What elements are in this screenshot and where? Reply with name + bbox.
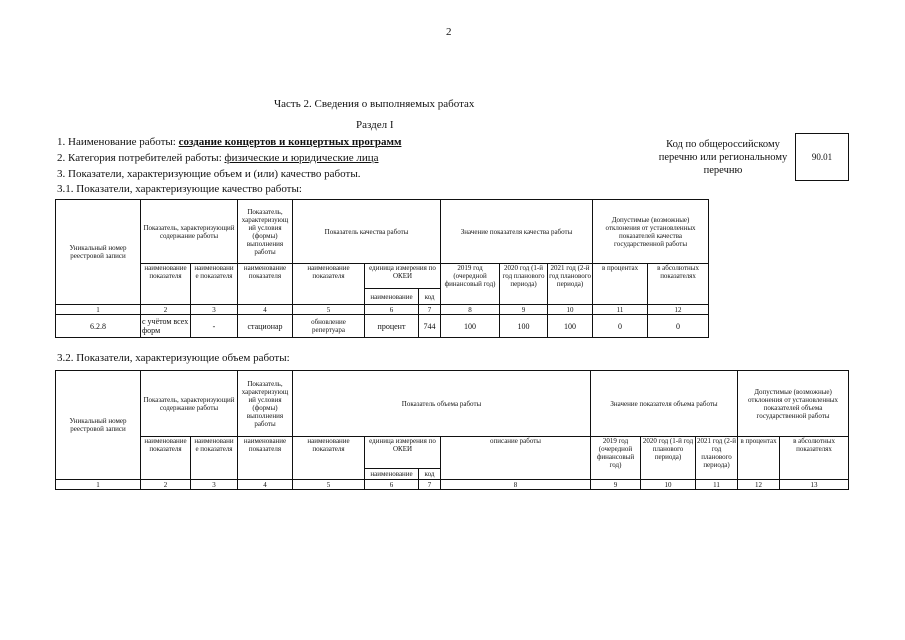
column-numbers-row	[56, 305, 709, 315]
work-name-label: 1. Наименование работы:	[57, 136, 179, 148]
header-name-1: наименование показателя	[141, 264, 191, 305]
header-value: Значение показателя объема работы	[591, 371, 738, 437]
header-content: Показатель, характеризующий содержание работы	[141, 200, 238, 264]
col-number: 6	[365, 305, 419, 315]
header-deviation: Допустимые (возможные) отклонения от установленных показателей объема государственной работы	[738, 371, 849, 437]
col-number: 1	[56, 480, 141, 490]
col-number: 8	[441, 305, 500, 315]
header-absolute: в абсолютных показателях	[648, 264, 709, 305]
header-name-3: наименование показателя	[238, 437, 293, 480]
header-year-2019: 2019 год (очередной финансовый год)	[591, 437, 641, 480]
consumer-value: физические и юридические лица	[224, 152, 379, 164]
col-number: 4	[238, 305, 293, 315]
cell-unit-code: 744	[419, 315, 441, 338]
header-condition: Показатель, характеризующ ий условия (формы) выполнения работы	[238, 200, 293, 264]
col-number: 7	[419, 480, 441, 490]
col-number: 11	[696, 480, 738, 490]
header-condition: Показатель, характеризующ ий условия (формы) выполнения работы	[238, 371, 293, 437]
col-number: 9	[591, 480, 641, 490]
header-unit-code: код	[419, 469, 441, 480]
code-label: Код по общероссийскому перечню или региональному перечню	[658, 139, 788, 176]
col-number: 8	[441, 480, 591, 490]
header-percent: в процентах	[593, 264, 648, 305]
col-number: 6	[365, 480, 419, 490]
section-title: Раздел I	[356, 119, 394, 131]
col-number: 3	[191, 480, 238, 490]
header-name-1: наименование показателя	[141, 437, 191, 480]
page-number: 2	[446, 26, 452, 38]
header-unit-name: наименование	[365, 469, 419, 480]
col-number: 7	[419, 305, 441, 315]
header-unique-number: Уникальный номер реестровой записи	[56, 200, 141, 305]
header-name-4: наименование показателя	[293, 264, 365, 305]
col-number: 11	[593, 305, 648, 315]
col-number: 10	[548, 305, 593, 315]
cell-unique-number: 6.2.8	[56, 315, 141, 338]
header-year-2021: 2021 год (2-й год планового периода)	[548, 264, 593, 305]
header-unique-number: Уникальный номер реестровой записи	[56, 371, 141, 480]
indicators-line: 3. Показатели, характеризующие объем и (или) качество работы.	[57, 168, 361, 180]
col-number: 9	[500, 305, 548, 315]
volume-section-title: 3.2. Показатели, характеризующие объем работы:	[57, 352, 290, 364]
col-number: 10	[641, 480, 696, 490]
header-quality: Показатель качества работы	[293, 200, 441, 264]
col-number: 12	[648, 305, 709, 315]
cell-deviation-absolute: 0	[648, 315, 709, 338]
header-year-2021: 2021 год (2-й год планового периода)	[696, 437, 738, 480]
col-number: 4	[238, 480, 293, 490]
work-name-value: создание концертов и концертных программ	[178, 136, 402, 148]
work-name-line	[57, 136, 401, 148]
cell-unit-name: процент	[365, 315, 419, 338]
col-number: 2	[141, 305, 191, 315]
col-number: 12	[738, 480, 780, 490]
header-content: Показатель, характеризующий содержание работы	[141, 371, 238, 437]
column-numbers-row	[56, 480, 849, 490]
header-year-2019: 2019 год (очередной финансовый год)	[441, 264, 500, 305]
header-name-3: наименование показателя	[238, 264, 293, 305]
cell-indicator-name: обновление репертуара	[293, 315, 365, 338]
code-box: 90.01	[795, 133, 849, 181]
quality-section-title: 3.1. Показатели, характеризующие качество работы:	[57, 183, 302, 195]
header-unit: единица измерения по ОКЕИ	[365, 264, 441, 289]
header-unit-code: код	[419, 289, 441, 305]
cell-value-2019: 100	[441, 315, 500, 338]
header-unit: единица измерения по ОКЕИ	[365, 437, 441, 469]
cell-value-2020: 100	[500, 315, 548, 338]
header-value: Значение показателя качества работы	[441, 200, 593, 264]
col-number: 1	[56, 305, 141, 315]
consumer-label: 2. Категория потребителей работы:	[57, 152, 225, 164]
cell-deviation-percent: 0	[593, 315, 648, 338]
header-name-4: наименование показателя	[293, 437, 365, 480]
header-deviation: Допустимые (возможные) отклонения от установленных показателей качества государственной работы	[593, 200, 709, 264]
cell-content-2: -	[191, 315, 238, 338]
col-number: 3	[191, 305, 238, 315]
col-number: 13	[780, 480, 849, 490]
cell-value-2021: 100	[548, 315, 593, 338]
consumer-line	[57, 152, 378, 164]
table-row	[56, 315, 709, 338]
col-number: 2	[141, 480, 191, 490]
header-volume: Показатель объема работы	[293, 371, 591, 437]
header-name-2: наименовани е показателя	[191, 264, 238, 305]
header-unit-name: наименование	[365, 289, 419, 305]
header-name-2: наименовани е показателя	[191, 437, 238, 480]
header-year-2020: 2020 год (1-й год планового периода)	[500, 264, 548, 305]
col-number: 5	[293, 480, 365, 490]
volume-table	[55, 370, 849, 490]
header-year-2020: 2020 год (1-й год планового периода)	[641, 437, 696, 480]
col-number: 5	[293, 305, 365, 315]
header-description: описание работы	[441, 437, 591, 480]
header-absolute: в абсолютных показателях	[780, 437, 849, 480]
header-percent: в процентах	[738, 437, 780, 480]
quality-table	[55, 199, 709, 338]
part-title: Часть 2. Сведения о выполняемых работах	[274, 98, 475, 110]
cell-condition: стационар	[238, 315, 293, 338]
cell-content: с учётом всех форм	[141, 315, 191, 338]
